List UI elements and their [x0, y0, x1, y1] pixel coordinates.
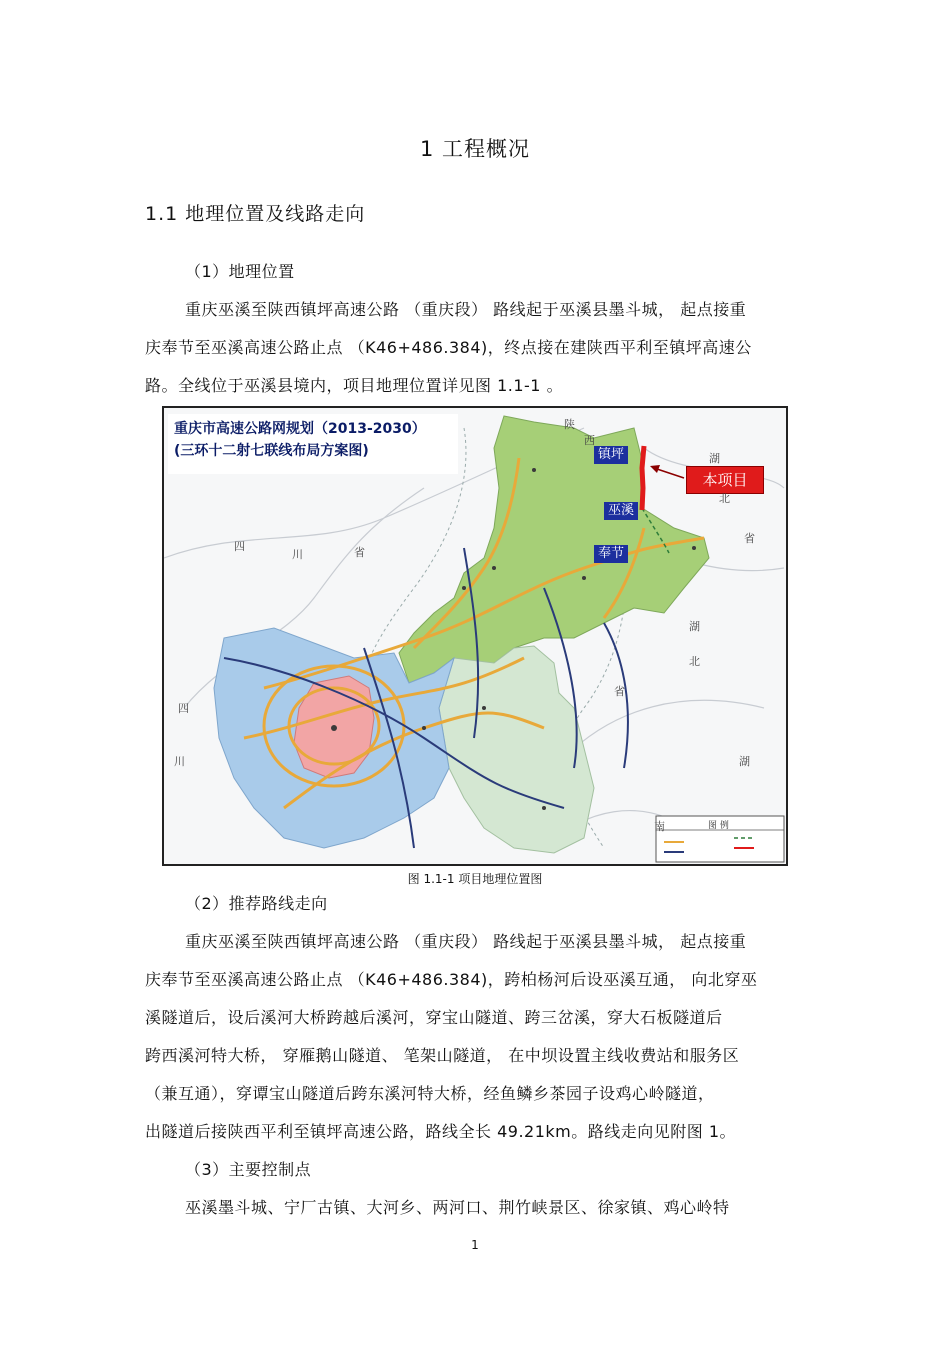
province-label: 陕 — [564, 418, 575, 431]
city-label-fengjie: 奉节 — [594, 545, 628, 563]
province-label: 北 — [719, 492, 730, 505]
paragraph-line: 溪隧道后，设后溪河大桥跨越后溪河，穿宝山隧道、跨三岔溪，穿大石板隧道后 — [145, 1008, 723, 1027]
province-label: 湖 — [709, 452, 720, 465]
city-label-zhenping: 镇坪 — [594, 446, 628, 464]
province-label: 省 — [614, 685, 625, 698]
province-label: 四 — [178, 702, 189, 715]
page-number: 1 — [471, 1238, 479, 1252]
province-label: 川 — [292, 548, 303, 561]
province-label: 北 — [689, 655, 700, 668]
paragraph-line: 巫溪墨斗城、宁厂古镇、大河乡、两河口、荆竹峡景区、徐家镇、鸡心岭特 — [185, 1198, 730, 1217]
paragraph-line: （兼互通），穿谭宝山隧道后跨东溪河特大桥，经鱼鳞乡茶园子设鸡心岭隧道， — [145, 1084, 715, 1103]
map-title-line1: 重庆市高速公路网规划（2013-2030） — [174, 421, 426, 437]
paragraph-line: 出隧道后接陕西平利至镇坪高速公路，路线全长 49.21km。路线走向见附图 1。 — [145, 1122, 737, 1141]
subsection-title-location: （1）地理位置 — [185, 262, 295, 281]
paragraph-line: 路。全线位于巫溪县境内，项目地理位置详见图 1.1-1 。 — [145, 376, 564, 395]
province-label: 省 — [744, 532, 755, 545]
legend-title: 图 例 — [708, 821, 729, 831]
province-label: 四 — [234, 540, 245, 553]
city-label-wuxi: 巫溪 — [604, 502, 638, 520]
province-label: 湖 — [739, 755, 750, 768]
province-label: 川 — [174, 755, 185, 768]
project-label: 本项目 — [686, 466, 764, 494]
figure-caption: 图 1.1-1 项目地理位置图 — [407, 872, 543, 886]
paragraph-line: 重庆巫溪至陕西镇坪高速公路 （重庆段） 路线起于巫溪县墨斗城， 起点接重 — [185, 300, 747, 319]
province-label: 湖 — [689, 620, 700, 633]
paragraph-line: 庆奉节至巫溪高速公路止点 （K46+486.384)，终点接在建陕西平利至镇坪高速公 — [145, 338, 752, 357]
map-title — [168, 414, 458, 474]
subsection-title-route: （2）推荐路线走向 — [185, 894, 328, 913]
section-title: 1.1 地理位置及线路走向 — [145, 203, 366, 225]
location-map — [162, 406, 788, 866]
map-title-line2: (三环十二射七联线布局方案图) — [174, 443, 369, 459]
province-label: 南 — [654, 820, 665, 833]
paragraph-line: 重庆巫溪至陕西镇坪高速公路 （重庆段） 路线起于巫溪县墨斗城， 起点接重 — [185, 932, 747, 951]
project-route-line — [642, 446, 644, 510]
province-label: 西 — [584, 434, 595, 447]
paragraph-line: 跨西溪河特大桥， 穿雁鹅山隧道、 笔架山隧道， 在中坝设置主线收费站和服务区 — [145, 1046, 740, 1065]
subsection-title-control-points: （3）主要控制点 — [185, 1160, 312, 1179]
chapter-title: 1 工程概况 — [419, 137, 531, 161]
paragraph-line: 庆奉节至巫溪高速公路止点 （K46+486.384)，跨柏杨河后设巫溪互通， 向北穿巫 — [145, 970, 758, 989]
province-label: 省 — [354, 546, 365, 559]
